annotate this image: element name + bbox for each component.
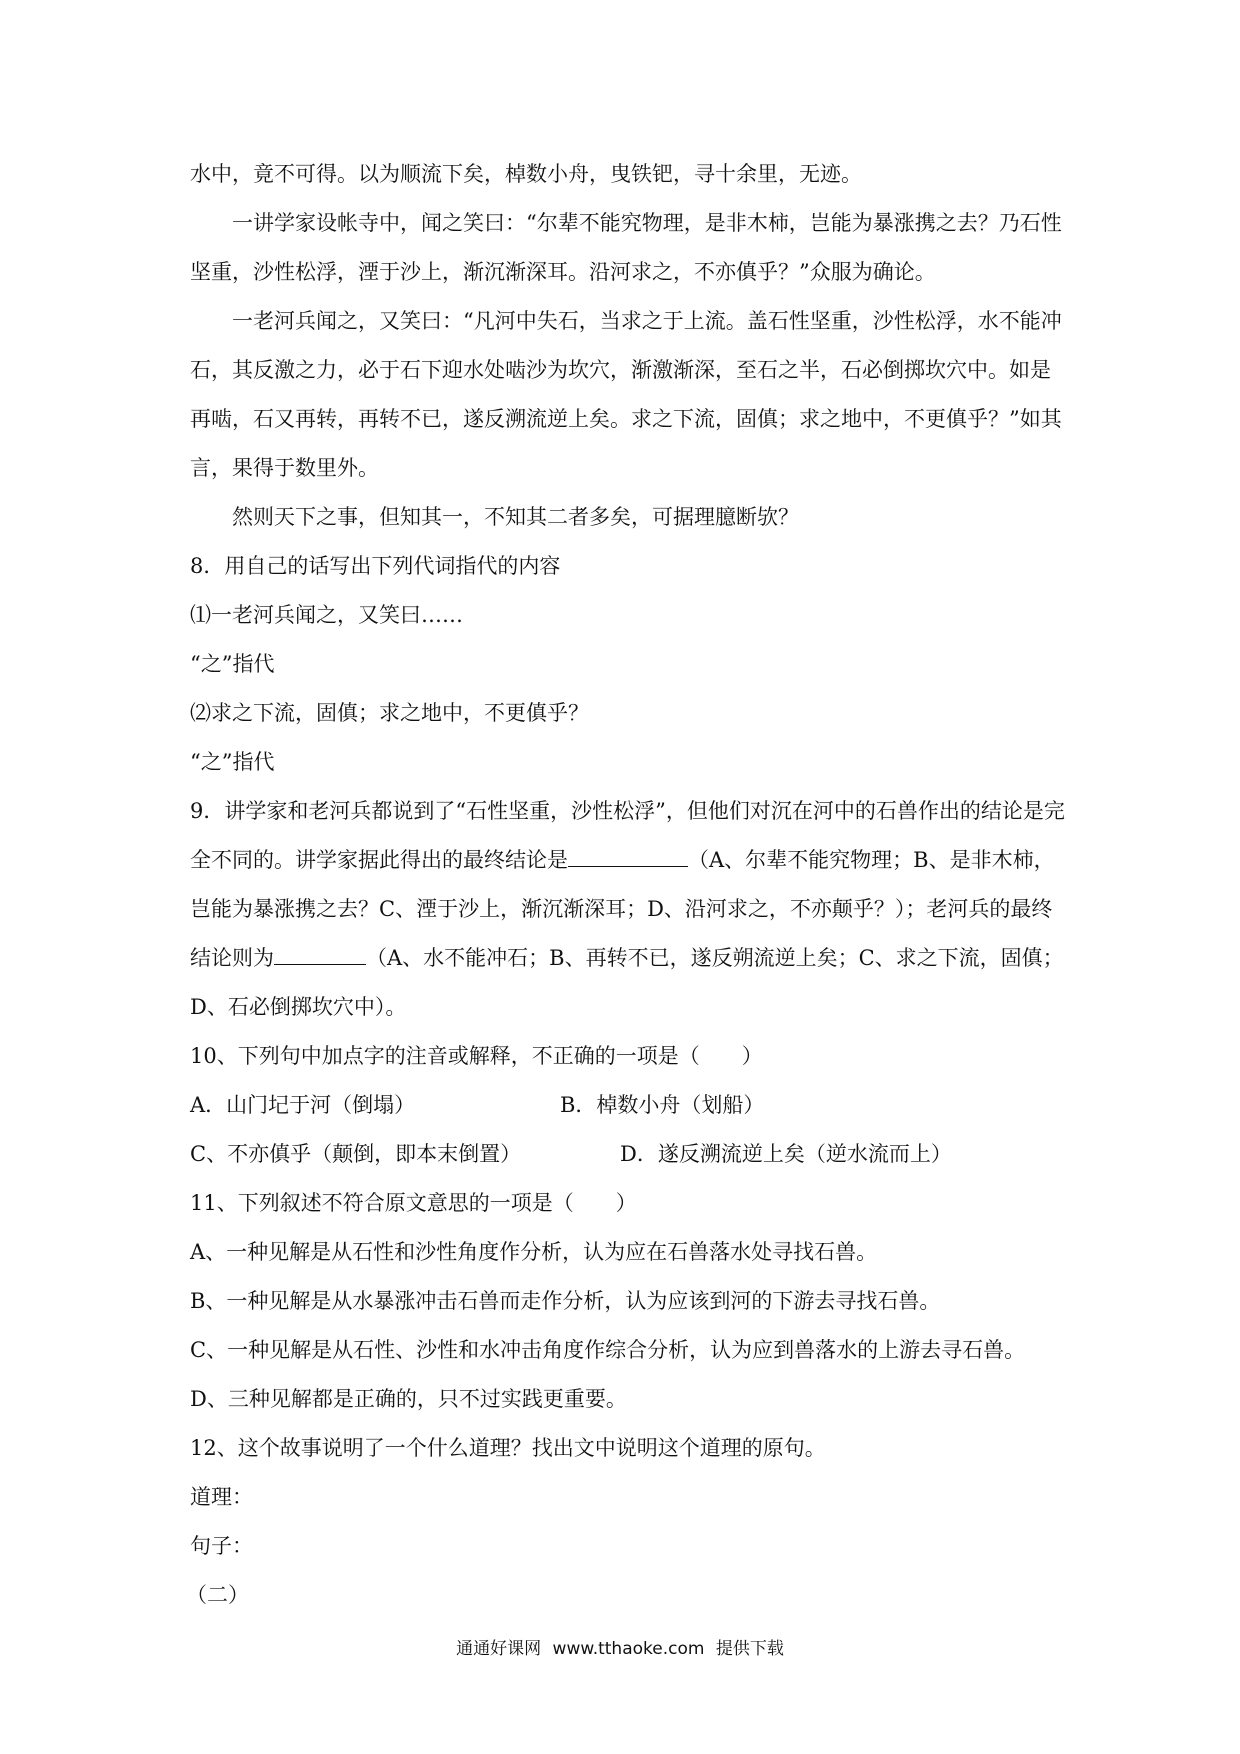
question-10-title: 10、下列句中加点字的注音或解释，不正确的一项是（ ）	[190, 1044, 763, 1068]
footer-site-name: 通通好课网	[456, 1639, 542, 1659]
question-9-text-1: 9．讲学家和老河兵都说到了“石性坚重，沙性松浮”，但他们对沉在河中的石兽作出的结论是完全不同的。讲学家据此得出的最终结论是	[190, 799, 1065, 872]
option-b: B、一种见解是从水暴涨冲击石兽而走作分析，认为应该到河的下游去寻找石兽。	[190, 1289, 941, 1313]
sentence-label: 句子：	[190, 1534, 253, 1558]
question-10-options-row	[190, 1130, 1070, 1179]
section-heading: （二）	[186, 1583, 249, 1607]
option-c: C、不亦傎乎（颠倒，即本末倒置）	[190, 1142, 522, 1166]
passage-paragraph: 一讲学家设帐寺中，闻之笑曰：“尔辈不能究物理，是非木柿，岂能为暴涨携之去？乃石性坚重，沙性松浮，湮于沙上，渐沉渐深耳。沿河求之，不亦傎乎？”众服为确论。	[190, 211, 1062, 284]
passage-paragraph: 然则天下之事，但知其一，不知其二者多矣，可据理臆断欤？	[232, 505, 799, 529]
reason-label: 道理：	[190, 1485, 253, 1509]
option-a: A、一种见解是从石性和沙性角度作分析，认为应在石兽落水处寻找石兽。	[190, 1240, 878, 1264]
question-9-text-3: （A、水不能冲石；B、再转不已，遂反朔流逆上矣；C、求之下流，固傎；D、石必倒掷坎穴中）。	[190, 946, 1064, 1019]
question-9-text-2: （A、尔辈不能究物理；B、是非木柿，岂能为暴涨携之去？C、湮于沙上，渐沉渐深耳；D、沿河求之，不亦颠乎？）；老河兵的最终结论则为	[190, 848, 1055, 970]
option-d: D．遂反溯流逆上矣（逆水流而上）	[620, 1142, 952, 1166]
question-11-title: 11、下列叙述不符合原文意思的一项是（ ）	[190, 1191, 637, 1215]
answer-blank[interactable]	[274, 944, 366, 965]
document-body	[186, 150, 1070, 1620]
question-8-title: 8．用自己的话写出下列代词指代的内容	[190, 554, 561, 578]
option-b: B．棹数小舟（划船）	[560, 1093, 765, 1117]
footer-suffix: 提供下载	[715, 1639, 784, 1659]
passage-paragraph: 一老河兵闻之，又笑曰：“凡河中失石，当求之于上流。盖石性坚重，沙性松浮，水不能冲石，其反激之力，必于石下迎水处啮沙为坎穴，渐激渐深，至石之半，石必倒掷坎穴中。如是再啮，石又再转，再转不已，遂反溯流逆上矣。求之下流，固傎；求之地中，不更傎乎？”如其言，果得于数里外。	[190, 309, 1062, 480]
question-10-options-row	[190, 1081, 1070, 1130]
page-footer	[0, 1634, 1240, 1659]
question-9	[190, 787, 1070, 1032]
question-8-item-2: ⑵求之下流，固傎；求之地中，不更傎乎？	[190, 701, 589, 725]
option-a: A．山门圮于河（倒塌）	[190, 1093, 416, 1117]
footer-url[interactable]: www.tthaoke.com	[552, 1639, 705, 1659]
question-8-item-1: ⑴一老河兵闻之，又笑曰……	[190, 603, 463, 627]
answer-blank[interactable]	[568, 846, 688, 867]
question-12-title: 12、这个故事说明了一个什么道理？找出文中说明这个道理的原句。	[190, 1436, 826, 1460]
question-8-answer-1: “之”指代	[190, 652, 275, 676]
option-d: D、三种见解都是正确的，只不过实践更重要。	[190, 1387, 627, 1411]
option-c: C、一种见解是从石性、沙性和水冲击角度作综合分析，认为应到兽落水的上游去寻石兽。	[190, 1338, 1026, 1362]
question-8-answer-2: “之”指代	[190, 750, 275, 774]
passage-line: 水中，竟不可得。以为顺流下矣，棹数小舟，曳铁钯，寻十余里，无迹。	[190, 162, 862, 186]
